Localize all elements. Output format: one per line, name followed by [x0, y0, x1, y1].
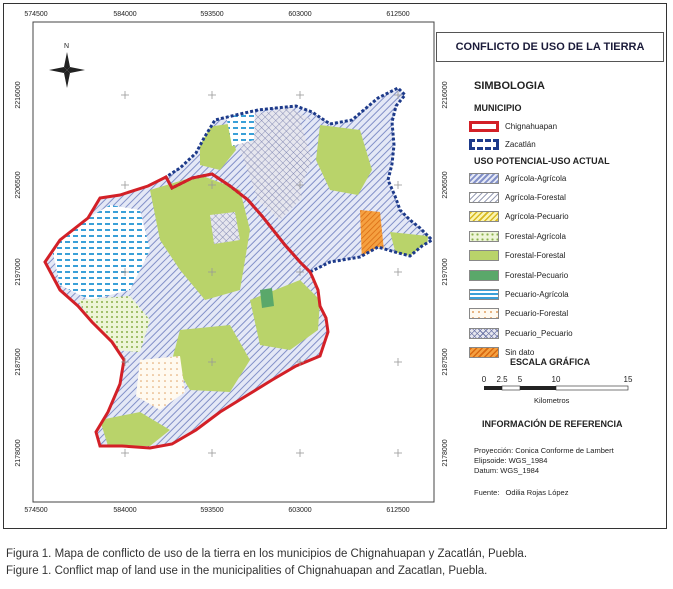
uso-heading: USO POTENCIAL-USO ACTUAL [474, 156, 610, 166]
chignahuapan-swatch [469, 121, 499, 132]
north-label: N [64, 43, 70, 50]
legend-item-zacatlan [469, 138, 536, 150]
scale-heading: ESCALA GRÁFICA [510, 357, 591, 367]
legend-item-uso [469, 250, 565, 262]
legend-item-uso [469, 308, 568, 320]
x-tick-label: 612500 [386, 11, 410, 18]
legend-item-uso [469, 211, 569, 223]
legend-item-uso [469, 327, 573, 339]
legend-swatch [469, 211, 499, 222]
y-tick-label: 2216000 [15, 81, 22, 109]
legend-label: Chignahuapan [505, 121, 558, 131]
x-tick-label: 574500 [24, 11, 48, 18]
legend-label: Forestal-Forestal [505, 251, 566, 261]
legend-swatch [469, 289, 499, 300]
projection-text: Proyección: Conica Conforme de Lambert [474, 446, 614, 455]
legend-label: Forestal-Pecuario [505, 270, 569, 280]
legend-item-chignahuapan [469, 120, 557, 132]
caption-en: Figure 1. Conflict map of land use in the municipalities of Chignahuapan and Zacatlan, Puebla. [6, 565, 488, 577]
y-tick-label: 2197000 [442, 258, 449, 286]
legend-label: Pecuario_Pecuario [505, 328, 573, 338]
legend-label: Agrícola-Forestal [505, 192, 566, 202]
y-tick-label: 2216000 [442, 81, 449, 109]
legend-item-uso [469, 172, 566, 184]
legend-swatch [469, 231, 499, 242]
datum-text: Datum: WGS_1984 [474, 466, 540, 475]
ellipsoid-text: Elipsoide: WGS_1984 [474, 456, 548, 465]
y-tick-label: 2187500 [15, 348, 22, 376]
x-tick-label: 603000 [288, 507, 312, 514]
x-tick-label: 574500 [24, 507, 48, 514]
source-label: Fuente: [474, 488, 500, 497]
legend-item-uso [469, 230, 566, 242]
scale-tick-label: 15 [623, 375, 633, 384]
legend-item-uso [469, 269, 568, 281]
x-tick-label: 593500 [200, 507, 224, 514]
x-tick-label: 612500 [386, 507, 410, 514]
legend-swatch [469, 308, 499, 319]
scale-tick-label: 0 [481, 375, 487, 384]
legend-item-uso [469, 288, 569, 300]
legend-swatch [469, 192, 499, 203]
source-line [474, 488, 568, 497]
y-tick-label: 2206500 [15, 171, 22, 199]
legend-item-uso [469, 191, 566, 203]
legend-swatch [469, 347, 499, 358]
municipio-heading: MUNICIPIO [474, 103, 522, 113]
legend-label: Agrícola-Pecuario [505, 212, 569, 222]
y-tick-label: 2206500 [442, 171, 449, 199]
legend-label: Agrícola-Agrícola [505, 173, 567, 183]
scale-tick-label: 5 [517, 375, 523, 384]
y-tick-label: 2197000 [15, 258, 22, 286]
x-tick-label: 584000 [113, 507, 137, 514]
x-tick-label: 584000 [113, 11, 137, 18]
north-arrow-icon [49, 52, 85, 88]
legend-swatch [469, 328, 499, 339]
legend-swatch [469, 173, 499, 184]
reference-heading: INFORMACIÓN DE REFERENCIA [482, 419, 623, 429]
scale-tick-label: 10 [551, 375, 561, 384]
legend-label: Forestal-Agrícola [505, 231, 566, 241]
scale-unit: Kilometros [534, 396, 570, 405]
legend-swatch [469, 250, 499, 261]
legend-label: Pecuario-Forestal [505, 309, 569, 319]
y-tick-label: 2178000 [442, 439, 449, 467]
legend-label: Sin dato [505, 348, 535, 358]
legend-label: Pecuario-Agrícola [505, 289, 569, 299]
y-tick-label: 2187500 [442, 348, 449, 376]
map-title: CONFLICTO DE USO DE LA TIERRA [436, 32, 664, 62]
legend-swatch [469, 270, 499, 281]
zacatlan-swatch [469, 139, 499, 150]
legend-label: Zacatlán [505, 139, 536, 149]
scale-bar [478, 372, 648, 412]
caption-es: Figura 1. Mapa de conflicto de uso de la tierra en los municipios de Chignahuapan y Zacatlán, Puebla. [6, 548, 528, 560]
legend-heading: SIMBOLOGIA [474, 80, 545, 92]
y-tick-label: 2178000 [15, 439, 22, 467]
figure-caption [6, 546, 668, 580]
source-value: Odilia Rojas López [505, 488, 569, 497]
x-tick-label: 593500 [200, 11, 224, 18]
x-tick-label: 603000 [288, 11, 312, 18]
scale-tick-label: 2.5 [496, 375, 508, 384]
